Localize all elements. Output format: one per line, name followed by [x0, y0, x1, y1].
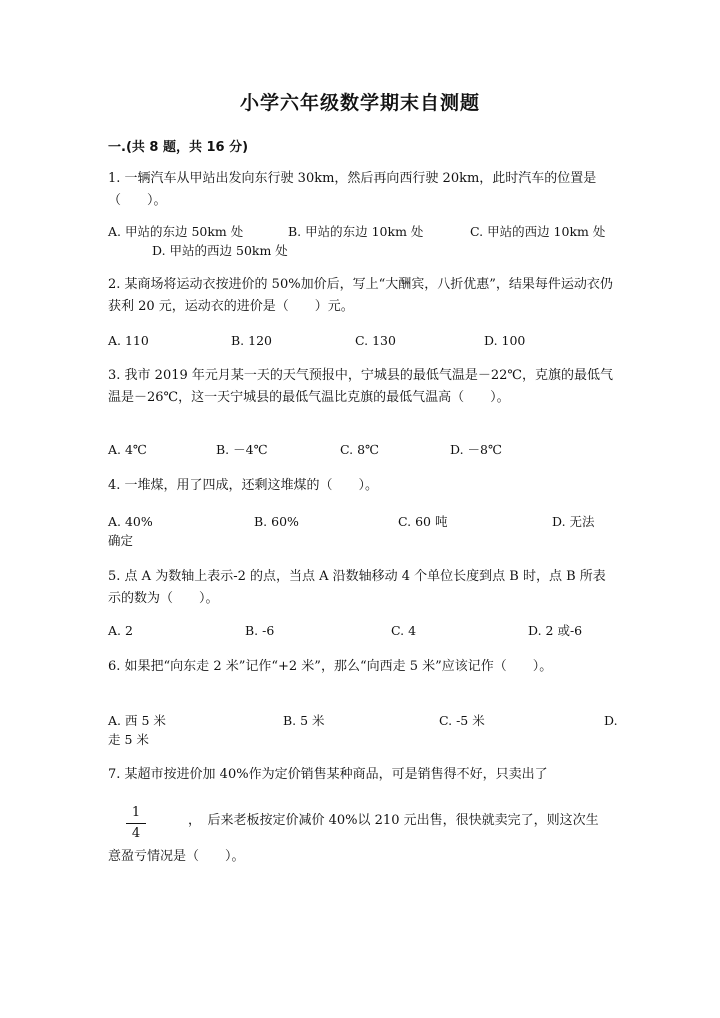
question-5-options: [108, 620, 616, 642]
question-4-stem: 4. 一堆煤，用了四成，还剩这堆煤的（ ）。: [108, 478, 379, 493]
option-a[interactable]: A. 40%: [108, 514, 153, 529]
question-7-stem-continued: ， 后来老板按定价减价 40%以 210 元出售，很快就卖完了，则这次生: [188, 813, 599, 828]
question-7-stem-last-line: 意盈亏情况是（ ）。: [108, 849, 245, 864]
question-6-options: [108, 710, 616, 732]
option-d-continued: 走 5 米: [108, 732, 149, 747]
question-5-stem: 5. 点 A 为数轴上表示-2 的点，当点 A 沿数轴移动 4 个单位长度到点 B 时，点 B 所表示的数为（ ）。: [108, 569, 606, 606]
question-1-stem: 1. 一辆汽车从甲站出发向东行驶 30km，然后再向西行驶 20km，此时汽车的位置是（ ）。: [108, 171, 597, 208]
option-a[interactable]: A. 4℃: [108, 442, 147, 457]
option-b[interactable]: B. -6: [245, 623, 275, 638]
option-d[interactable]: D. 无法: [552, 514, 595, 529]
option-b[interactable]: B. 甲站的东边 10km 处: [288, 224, 424, 239]
page-title: 小学六年级数学期末自测题: [239, 92, 480, 114]
option-d[interactable]: D. 2 或-6: [528, 623, 583, 638]
option-d[interactable]: D. 甲站的西边 50km 处: [152, 243, 288, 258]
question-2-options: [108, 330, 616, 352]
section-heading: 一.(共 8 题，共 16 分): [108, 140, 249, 155]
option-b[interactable]: B. 60%: [254, 514, 299, 529]
fraction-numerator: 1: [131, 805, 141, 820]
option-c[interactable]: C. -5 米: [439, 713, 485, 728]
question-1-options-row2: [152, 240, 452, 262]
option-a[interactable]: A. 甲站的东边 50km 处: [108, 224, 244, 239]
question-4-options: [108, 511, 616, 533]
option-b[interactable]: B. 5 米: [283, 713, 325, 728]
option-a[interactable]: A. 110: [108, 333, 149, 348]
option-d-continued: 确定: [108, 533, 134, 548]
option-c[interactable]: C. 甲站的西边 10km 处: [470, 224, 606, 239]
option-b[interactable]: B. 120: [231, 333, 272, 348]
question-3-stem: 3. 我市 2019 年元月某一天的天气预报中，宁城县的最低气温是－22℃，克旗的最低气温是－26℃，这一天宁城县的最低气温比克旗的最低气温高（ ）。: [108, 368, 613, 405]
option-d[interactable]: D. －8℃: [450, 442, 502, 457]
fraction-one-quarter: [124, 804, 148, 843]
option-c[interactable]: C. 60 吨: [398, 514, 448, 529]
question-3-options: [108, 439, 616, 461]
option-c[interactable]: C. 8℃: [340, 442, 380, 457]
option-b[interactable]: B. －4℃: [216, 442, 268, 457]
option-c[interactable]: C. 4: [391, 623, 417, 638]
fraction-bar: [126, 823, 146, 824]
option-a[interactable]: A. 2: [108, 623, 133, 638]
question-7-stem: 7. 某超市按进价加 40%作为定价销售某种商品，可是销售得不好，只卖出了: [108, 767, 548, 782]
option-a[interactable]: A. 西 5 米: [108, 713, 166, 728]
option-d[interactable]: D.: [604, 713, 618, 728]
question-6-stem: 6. 如果把“向东走 2 米”记作“+2 米”，那么“向西走 5 米”应该记作（ ）。: [108, 659, 553, 674]
question-2-stem: 2. 某商场将运动衣按进价的 50%加价后，写上“大酬宾，八折优惠”，结果每件运动衣仍获利 20 元，运动衣的进价是（ ）元。: [108, 277, 613, 314]
option-d[interactable]: D. 100: [484, 333, 526, 348]
fraction-denominator: 4: [131, 826, 141, 841]
option-c[interactable]: C. 130: [355, 333, 396, 348]
